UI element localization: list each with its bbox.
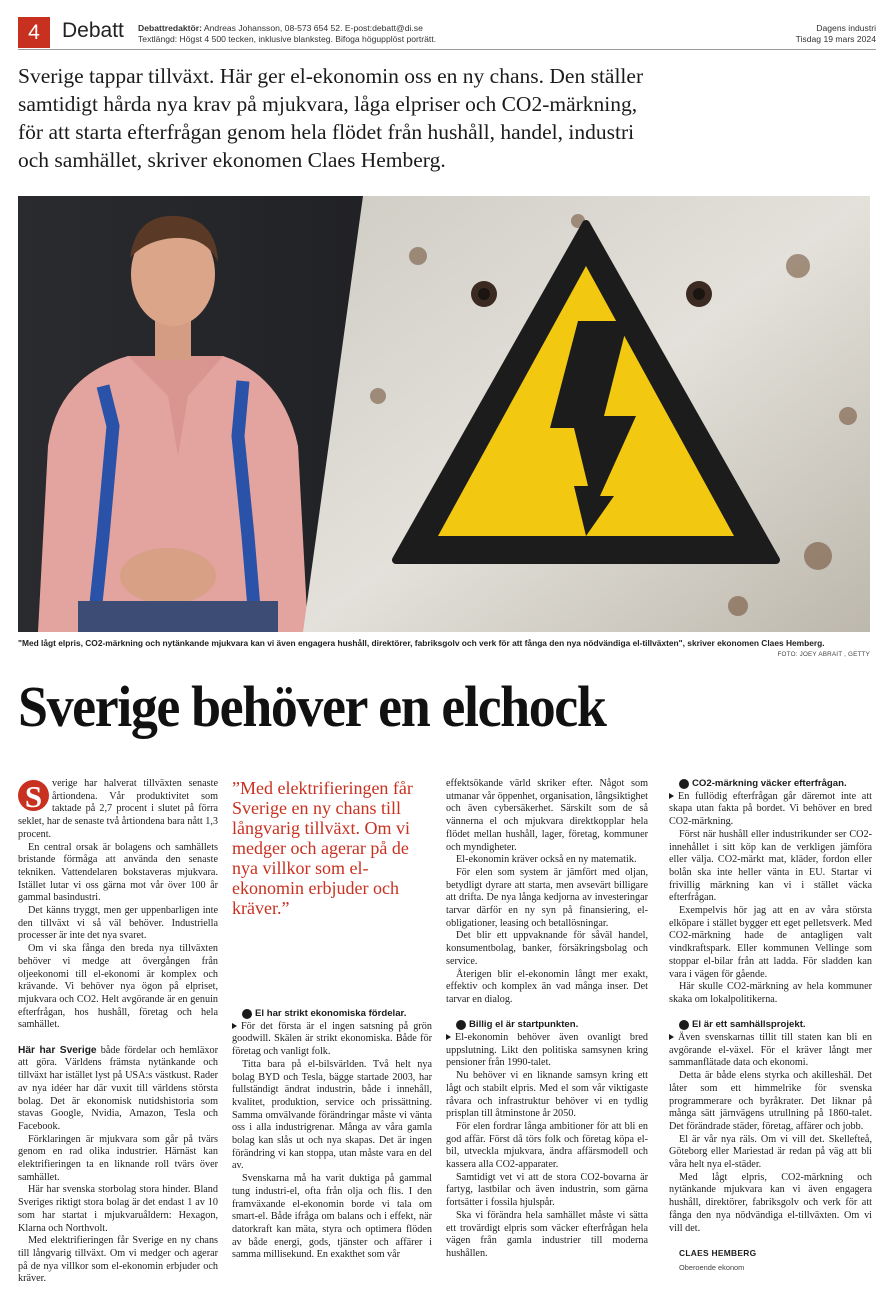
dropcap: S [18, 780, 49, 811]
paragraph: Även svenskarnas tillit till staten kan bli en avgörande el-växel. För el kräver långt mer sammanflätade data och ekonomi. [669, 1032, 872, 1069]
author-name: CLAES HEMBERG [679, 1248, 757, 1259]
paragraph: Exempelvis hör jag att en av våra största elköpare i stället bygger ett eget pelletsverk. Med CO2-märkning hade de antagligen valt vindkraftspark. Eller kommunen Vellinge som stoppar el-bilar från att ladda. För sladden kan vara i vägen för gående. [669, 905, 872, 980]
paragraph: Samtidigt vet vi att de stora CO2-bovarna är fartyg, lastbilar och även industrin, som gärna fortsätter i fossila hjulspår. [446, 1171, 648, 1209]
section-title: Debatt [62, 19, 124, 42]
article-column-4 [669, 778, 872, 1275]
editor-info [138, 23, 436, 45]
paragraph: Det blir ett uppvaknande för såväl handel, konsumentbolag, banker, försäkringsbolag och service. [446, 930, 648, 967]
paragraph: För elen som system är jämfört med oljan, betydligt dyrare att starta, men avsevärt billigare att drifta. De nya långa kedjorna av investeringar tarvar därför en ny syn på finansiering, el-obligationer, leasing och betallösningar. [446, 866, 648, 929]
paragraph: Svenskarna må ha varit duktiga på gammal tung industri-el, ofta från olja och flis. I den framväxande el-ekonomin borde vi tala om smart-el. Både ifråga om balans och i effekt, när datorkraft kan mäta, styra och optimera flöden av både energi, gods, tjänster och affärer i samma millisekund. En exakthet som vår [232, 1173, 432, 1261]
number-badge: 2 [456, 1020, 466, 1030]
paragraph: En central orsak är bolagens och samhällets bristande förmåga att använda den senaste tekniken. Vattendelaren bokstaveras mjukvara. Istället lutar vi oss gärna mot vår över 100 år gammal basindustri. [18, 841, 218, 904]
paragraph: Förklaringen är mjukvara som går på tvärs genom en rad olika industrier. Härnäst kan elektrifieringen ta en liknande roll tvärs över samhället. [18, 1133, 218, 1183]
triangle-bullet-icon [232, 1023, 237, 1029]
triangle-bullet-icon [669, 793, 674, 799]
paragraph: Om vi ska fånga den breda nya tillväxten behöver vi medge att övergången från oljeekonomi till el-ekonomi är komplex och krävande. Vi behöver nya ögon på elpriset, mjukvara och CO2. Helt avgörande är en genuin efterfrågan, hos hushåll, företag och hela samhället. [18, 943, 218, 1031]
subheading-3: 3CO2-märkning väcker efterfrågan. [669, 778, 872, 791]
paragraph: El är vår nya räls. Om vi vill det. Skellefteå, Göteborg eller Mariestad är redan på väg att bli våra helt nya el-städer. [669, 1133, 872, 1171]
editor-label: Debattredaktör: [138, 23, 202, 33]
paragraph: El-ekonomin kräver också en ny matematik. [456, 854, 637, 866]
page-header [18, 17, 876, 49]
header-divider [18, 49, 876, 50]
paragraph: Här har Sverige både fördelar och hemläxor att göra. Världens främsta nytänkande och tillväxt har istället lyst på USA:s västkust. Rader av nya idéer har där vuxit till världens största bolag. Det är ekonomisk nutidshistoria som stavas Google, Nvidia, Amazon, Tesla och Facebook. [18, 1044, 218, 1132]
pull-quote: ”Med elektrifieringen får Sverige en ny chans till långvarig tillväxt. Om vi medger och agerar på de nya villkor som el-ekonomin erbjuder och kräver.” [232, 778, 413, 918]
paragraph: Titta bara på el-bilsvärlden. Två helt nya bolag BYD och Tesla, bägge startade 2003, har fullständigt ändrat industrin, både i innehåll, kvalitet, produktion, service och prissättning. Samma omvälvande förändringar måste vi vänta oss i alla industrigrenar. Många av våra gamla bolag kan slås ut och nya skapas. Det är ingen förändring vi kan stoppa, utan måste vara en del av. [232, 1058, 432, 1172]
editor-contact: Andreas Johansson, 08-573 654 52. E-post:debatt@di.se [203, 23, 423, 33]
paragraph: El-ekonomin behöver även ovanligt bred uppslutning. Likt den politiska samsynen kring pensioner från 1990-talet. [446, 1032, 648, 1069]
number-badge: 3 [679, 779, 689, 789]
paragraph: S verige har halverat tillväxten senaste årtiondena. Vår produktivitet som taktade på 2,7 procent i slutet på förra seklet, har de senaste två årtiondena bara nått 1,3 procent. [18, 778, 218, 840]
paragraph: effektsökande värld skriker efter. Något som utmanar vår öppenhet, organisation, långsiktighet och även cybersäkerhet. Särskilt som de så vännerna el och mjukvara direktkopplar hela flödet mellan hushåll, lager, företag, kommuner och myndigheter. [446, 778, 648, 853]
paragraph: Här skulle CO2-märkning av hela kommuner skaka om lokalpolitikerna. [669, 981, 872, 1005]
paragraph: Återigen blir el-ekonomin långt mer exakt, effektiv och komplex än vad många inser. Det tarvar en dialog. [446, 968, 648, 1005]
article-column-2 [232, 778, 432, 1262]
ingress: Sverige tappar tillväxt. Här ger el-ekonomin oss en ny chans. Den ställer samtidigt hårda nya krav på mjukvara, låga elpriser och CO2-märkning, för att starta efterfrågan genom hela flödet från hushåll, handel, industri och samhället, skriver ekonomen Claes Hemberg. [18, 64, 644, 172]
article-column-1 [18, 778, 218, 1286]
subheading-4: 4El är ett samhällsprojekt. [669, 1019, 872, 1032]
paragraph: Nu behöver vi en liknande samsyn kring ett lågt och stabilt elpris. Med el som vår viktigaste råvara och infrastruktur behöver vi en tydlig prisplan till åtminstone år 2050. [446, 1070, 648, 1120]
subheading-1: 1El har strikt ekonomiska fördelar. [232, 1008, 432, 1021]
page-number: 4 [18, 17, 50, 48]
paragraph: Ska vi förändra hela samhället måste vi sätta ett trovärdigt elpris som väcker efterfrågan hela vägen från gamla industrier till moderna hushållen. [446, 1209, 648, 1259]
publication-info [796, 23, 876, 45]
paper-name: Dagens industri [816, 23, 876, 33]
lead-in: Här har Sverige [18, 1044, 97, 1056]
triangle-bullet-icon [446, 1034, 451, 1040]
paragraph: Först när hushåll eller industrikunder ser CO2-innehållet i sitt köp kan de verkligen jämföra eller välja. CO2-märkt mat, kläder, fordon eller bolån ska inte heller vänta in EU. Startar vi frivillig märkning kan vi i stället väcka efterfrågan. [669, 828, 872, 904]
issue-date: Tisdag 19 mars 2024 [795, 34, 876, 44]
paragraph: Med lågt elpris, CO2-märkning och nytänkande mjukvara kan vi även engagera hushåll, direktörer, fabriksgolv och verk för att fånga den nya nödvändiga el-tillväxten. Om vi vill det. [669, 1171, 872, 1234]
headline: Sverige behöver en elchock [18, 674, 606, 739]
photo-credit: FOTO: JOEY ABRAIT , GETTY [777, 651, 870, 658]
paragraph: För det första är el ingen satsning på grön goodwill. Skälen är strikt ekonomiska. Både för företag och vanligt folk. [232, 1020, 432, 1058]
paragraph: För elen fordrar långa ambitioner för att bli en god affär. Först då törs folk och företag köpa el-bil, utveckla mjukvara, ändra affärsmodell och kassera alla CO2-apparater. [446, 1120, 648, 1171]
article-photo [18, 196, 870, 632]
paragraph: Detta är både elens styrka och akilleshäl. Det låter som ett himmelrike för svenska programmerare och byråkrater. Det liknar på många sätt järnvägens utrullning på 1860-talet. Det förändrade städer, företag, affärer och jobb. [669, 1070, 872, 1132]
paragraph: Med elektrifieringen får Sverige en ny chans till långvarig tillväxt. Om vi medger och agerar på de nya villkor som el-ekonomin erbjuder och kräver. [18, 1235, 218, 1285]
triangle-bullet-icon [669, 1034, 674, 1040]
length-info: Textlängd: Högst 4 500 tecken, inklusive blanksteg. Bifoga högupplöst porträtt. [138, 34, 437, 44]
number-badge: 4 [679, 1020, 689, 1030]
number-badge: 1 [242, 1009, 252, 1019]
author-title: Oberoende ekonom [679, 1263, 745, 1272]
paragraph: En fullödig efterfrågan går däremot inte att skapa utan fakta på bordet. Vi behöver en bred CO2-märkning. [669, 790, 872, 828]
article-column-3 [446, 778, 648, 1261]
paragraph: Här har svenska storbolag stora hinder. Bland Sveriges riktigt stora bolag är det endast 1 av 10 som har startat i mjukvaruåldern: Hexagon, Klarna och Northvolt. [18, 1184, 218, 1234]
photo-caption: "Med lågt elpris, CO2-märkning och nytänkande mjukvara kan vi även engagera hushåll, direktörer, fabriksgolv och verk för att fånga den nya nödvändiga el-tillväxten", skriver ekonomen Claes Hemberg. [18, 638, 825, 648]
paragraph: Det känns tryggt, men ger uppenbarligen inte den tillväxt vi så väl behöver. Industriella processer är inte det nya svaret. [18, 905, 218, 942]
subheading-2: 2Billig el är startpunkten. [446, 1019, 648, 1032]
